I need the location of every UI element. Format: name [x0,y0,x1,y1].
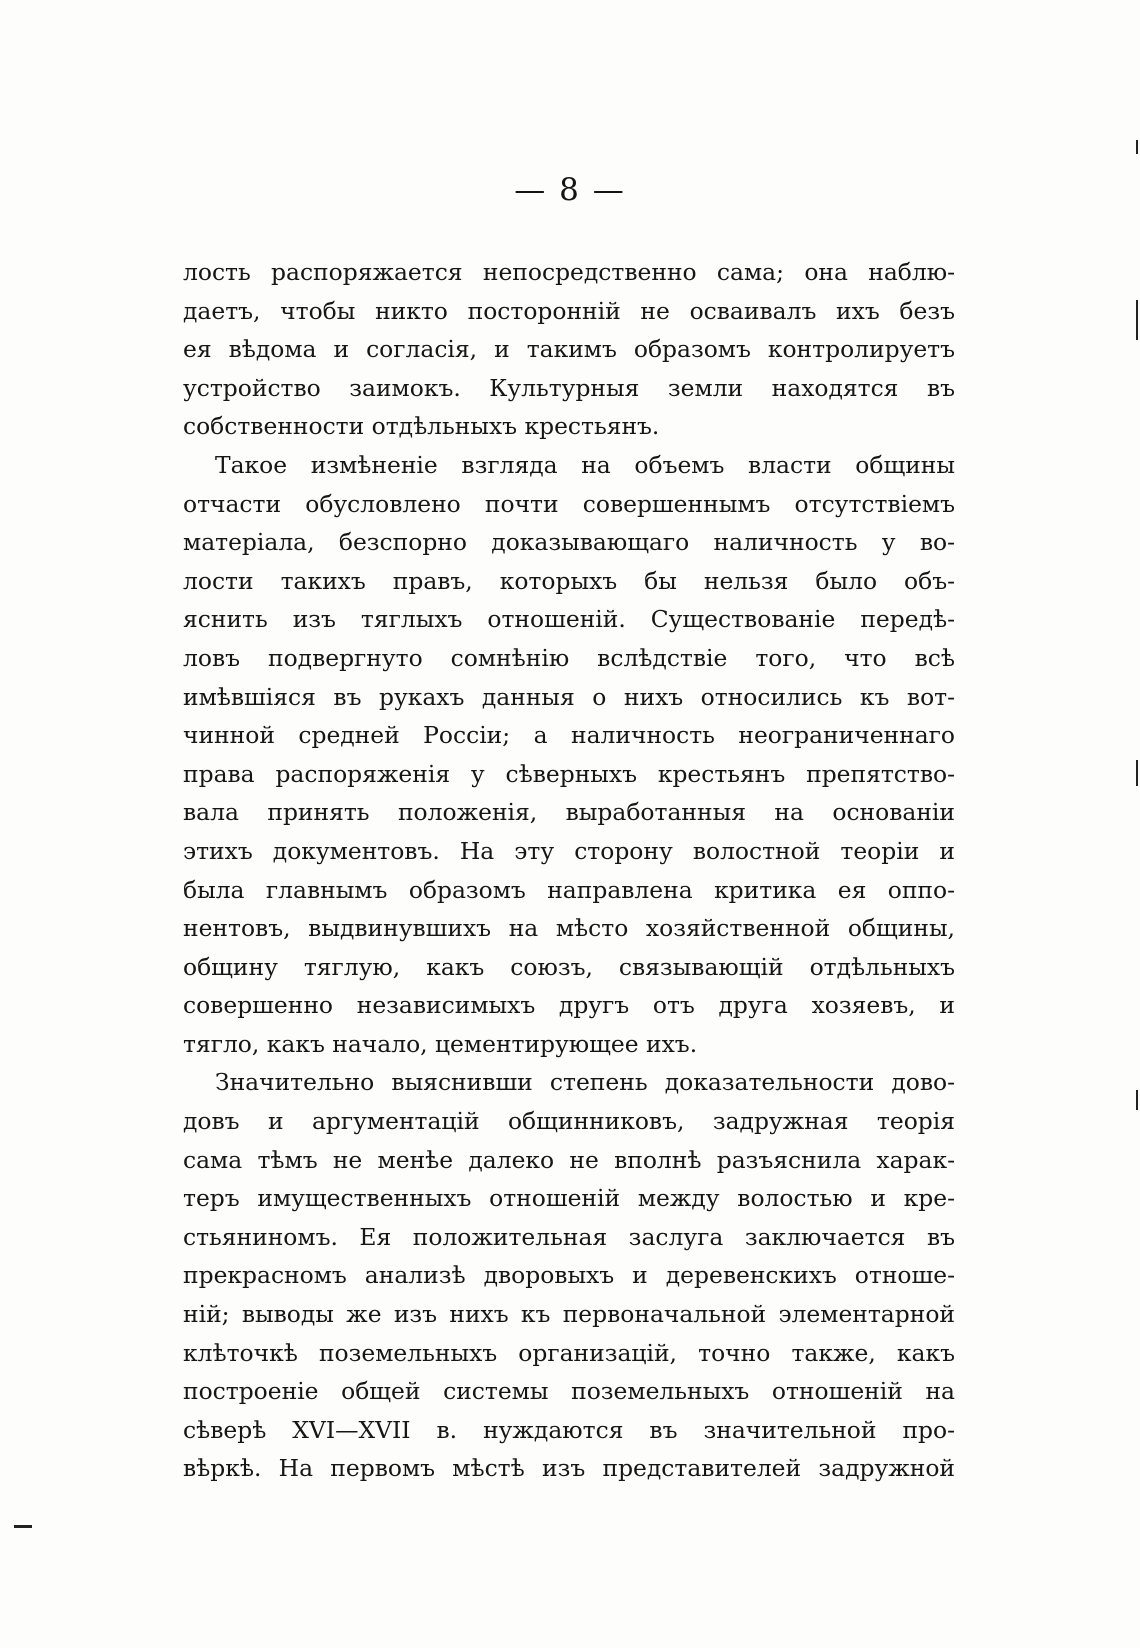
text-line: нентовъ, выдвинувшихъ на мѣсто хозяйственной общины, [183,914,955,943]
text-line: прекрасномъ анализѣ дворовыхъ и деревенскихъ отноше- [183,1261,955,1290]
text-line: Значительно выяснивши степень доказательности дово- [215,1068,955,1097]
text-line: даетъ, чтобы никто посторонній не осваивалъ ихъ безъ [183,296,955,325]
text-line: чинной средней Россіи; а наличность неограниченнаго [183,721,955,750]
text-line: построеніе общей системы поземельныхъ отношеній на [183,1377,955,1406]
text-line: сама тѣмъ не менѣе далеко не вполнѣ разъяснила харак- [183,1145,955,1174]
text-line: этихъ документовъ. На эту сторону волостной теоріи и [183,836,955,865]
text-line: довъ и аргументацій общинниковъ, задружная теорія [183,1107,955,1136]
page-number: — 8 — [514,172,626,208]
text-line: ловъ подвергнуто сомнѣнію вслѣдствіе того, что всѣ [183,643,955,672]
page-body-text [183,253,955,1488]
scan-edge-mark [1136,760,1138,786]
text-line: ній; выводы же изъ нихъ къ первоначальной элементарной [183,1300,955,1329]
text-line: вѣркѣ. На первомъ мѣстѣ изъ представителей задружной [183,1454,955,1483]
text-line: матеріала, безспорно доказывающаго наличность у во- [183,528,955,557]
text-line: стьяниномъ. Ея положительная заслуга заключается въ [183,1222,955,1251]
paragraph-2 [183,446,955,1064]
text-line: лости такихъ правъ, которыхъ бы нельзя было объ- [183,566,955,595]
text-line: отчасти обусловлено почти совершеннымъ отсутствіемъ [183,489,955,518]
text-line: общину тяглую, какъ союзъ, связывающій отдѣльныхъ [183,952,955,981]
scan-edge-mark [1136,1090,1138,1110]
paragraph-3 [183,1063,955,1488]
text-line: сѣверѣ XVI—XVII в. нуждаются въ значительной про- [183,1415,955,1444]
text-line: теръ имущественныхъ отношеній между волостью и кре- [183,1184,955,1213]
text-line: яснить изъ тяглыхъ отношеній. Существованіе передѣ- [183,605,955,634]
text-line: Такое измѣненіе взгляда на объемъ власти общины [215,450,955,479]
text-line: права распоряженія у сѣверныхъ крестьянъ препятство- [183,759,955,788]
text-line: устройство заимокъ. Культурныя земли находятся въ [183,373,955,402]
text-line: клѣточкѣ поземельныхъ организацій, точно также, какъ [183,1338,955,1367]
text-line: ея вѣдома и согласія, и такимъ образомъ контролируетъ [183,335,955,364]
text-line: собственности отдѣльныхъ крестьянъ. [183,412,660,441]
paragraph-1 [183,253,955,446]
scan-edge-mark [1136,140,1138,154]
scan-stray-mark [14,1525,32,1528]
text-line: была главнымъ образомъ направлена критика ея оппо- [183,875,955,904]
text-line: лость распоряжается непосредственно сама; она наблю- [183,258,955,286]
scan-edge-mark [1136,300,1138,340]
text-line: вала принять положенія, выработанныя на основаніи [183,798,955,827]
text-line: совершенно независимыхъ другъ отъ друга хозяевъ, и [183,991,955,1020]
text-line: имѣвшіяся въ рукахъ данныя о нихъ относились къ вот- [183,682,955,711]
text-line: тягло, какъ начало, цементирующее ихъ. [183,1029,698,1058]
